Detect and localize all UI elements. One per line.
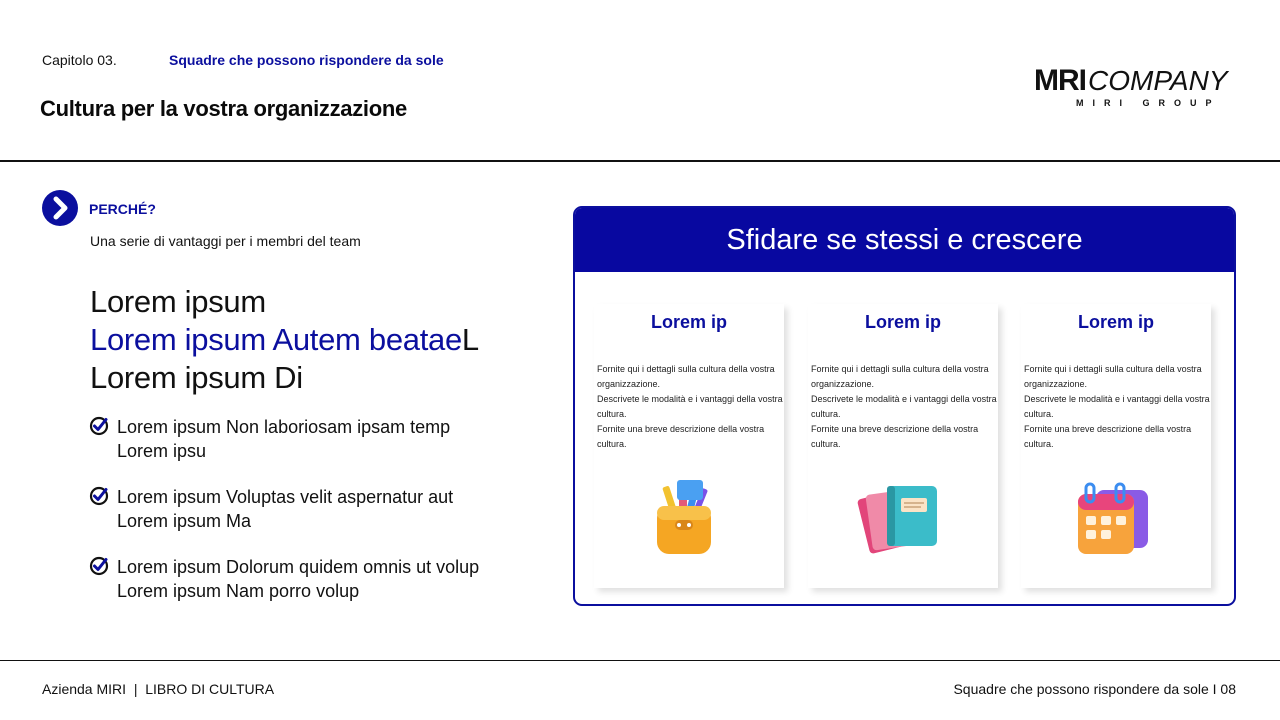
checklist-line-2: Lorem ipsum Ma (117, 511, 252, 531)
books-icon (853, 472, 943, 562)
footer-divider (0, 660, 1280, 661)
checklist-line-1: Lorem ipsum Non laboriosam ipsam temp (117, 417, 451, 437)
headline-line-3: Lorem ipsum Di (90, 360, 303, 395)
logo-mark: MRI (1034, 64, 1086, 97)
checklist-line-1: Lorem ipsum Dolorum quidem omnis ut volup (117, 557, 480, 577)
chapter-label: Capitolo 03. (42, 52, 117, 68)
card-text: Descrivete le modalità e i vantaggi della vostra cultura. (597, 394, 783, 419)
page-title: Cultura per la vostra organizzazione (40, 96, 407, 121)
checklist-text (117, 555, 527, 603)
checklist-text (117, 415, 527, 463)
card-body (811, 362, 1001, 452)
card-body (1024, 362, 1214, 452)
why-description: Una serie di vantaggi per i membri del team (90, 233, 361, 249)
checklist-text (117, 485, 527, 533)
card-title: Lorem ip (864, 312, 941, 332)
checklist-line-2: Lorem ipsum Nam porro volup (117, 581, 360, 601)
company-logo (1034, 62, 1240, 118)
chapter-subtitle: Squadre che possono rispondere da sole (169, 52, 444, 68)
culture-card (1021, 304, 1211, 588)
check-circle-icon (89, 486, 109, 506)
footer-left: Azienda MIRI | LIBRO DI CULTURA (42, 681, 275, 697)
culture-card (808, 304, 998, 588)
card-text: Fornite una breve descrizione della vostra cultura. (597, 424, 765, 449)
headline-line-2-blue: Lorem ipsum Autem beatae (90, 322, 462, 357)
card-title: Lorem ip (1077, 312, 1154, 332)
panel-header (575, 208, 1234, 272)
card-title: Lorem ip (650, 312, 727, 332)
logo-company: COMPANY (1088, 65, 1228, 96)
card-text: Descrivete le modalità e i vantaggi della vostra cultura. (811, 394, 997, 419)
chevron-right-icon (42, 190, 78, 226)
headline-line-2 (90, 322, 479, 358)
check-circle-icon (89, 416, 109, 436)
card-text: Fornite qui i dettagli sulla cultura della vostra organizzazione. (1024, 364, 1202, 389)
panel-title: Sfidare se stessi e crescere (726, 224, 1083, 256)
card-text: Fornite una breve descrizione della vostra cultura. (811, 424, 979, 449)
headline-line-2-black: L (461, 322, 479, 357)
checklist-line-2: Lorem ipsu (117, 441, 207, 461)
logo-group: MIRI GROUP (1076, 98, 1221, 108)
headline-line-1: Lorem ipsum (90, 284, 266, 319)
card-text: Descrivete le modalità e i vantaggi della vostra cultura. (1024, 394, 1210, 419)
header-divider (0, 160, 1280, 162)
why-label: PERCHÉ? (89, 201, 156, 217)
check-circle-icon (89, 556, 109, 576)
checklist-line-1: Lorem ipsum Voluptas velit aspernatur aut (117, 487, 454, 507)
card-text: Fornite qui i dettagli sulla cultura della vostra organizzazione. (811, 364, 989, 389)
culture-panel (573, 206, 1236, 606)
card-text: Fornite una breve descrizione della vostra cultura. (1024, 424, 1192, 449)
footer-right: Squadre che possono rispondere da sole I 08 (953, 681, 1236, 697)
card-body (597, 362, 787, 452)
calendar-icon (1066, 472, 1156, 562)
card-text: Fornite qui i dettagli sulla cultura della vostra organizzazione. (597, 364, 775, 389)
pencil-case-icon (639, 472, 729, 562)
culture-card (594, 304, 784, 588)
